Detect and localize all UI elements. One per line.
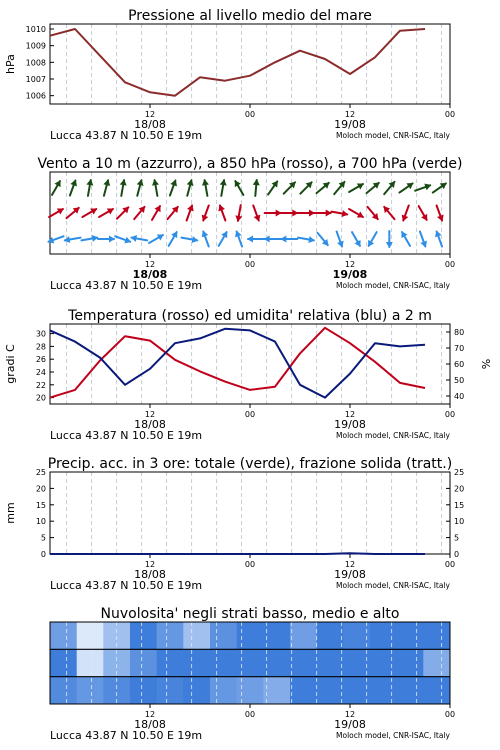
y-tick-label: 22: [35, 380, 46, 390]
heatmap-cell: [423, 649, 450, 676]
wind-arrow: [149, 203, 164, 221]
heatmap-cell: [183, 677, 210, 704]
heatmap-cell: [157, 649, 184, 676]
arrow-head: [200, 215, 209, 223]
arrow-head: [398, 229, 407, 238]
y2-tick-label: 5: [454, 533, 460, 543]
credit-label: Moloch model, CNR-ISAC, Italy: [336, 431, 450, 440]
x-tick-label: 12: [344, 560, 356, 569]
pressure-line: [50, 29, 425, 96]
panel-title: Pressione al livello medio del mare: [128, 8, 372, 24]
wind-arrow: [281, 179, 298, 196]
wind-arrow: [315, 231, 331, 249]
location-label: Lucca 43.87 N 10.50 E 19m: [50, 279, 203, 292]
heatmap-cell: [77, 649, 104, 676]
wind-arrow: [64, 205, 82, 221]
arrow-head: [200, 229, 209, 237]
location-label: Lucca 43.87 N 10.50 E 19m: [50, 129, 203, 142]
wind-arrow: [167, 178, 179, 196]
wind-row-10m: [46, 229, 445, 248]
heatmap-cell: [210, 622, 237, 649]
x-tick-label: 00: [444, 560, 456, 569]
y2-tick-label: 0: [454, 550, 460, 559]
arrow-head: [233, 229, 242, 237]
x-tick-label: 00: [244, 560, 256, 569]
arrow-head: [109, 236, 115, 243]
heatmap-cell: [263, 677, 290, 704]
arrow-head: [221, 229, 230, 238]
panel-title: Precip. acc. in 3 ore: totale (verde), frazione solida (tratt.): [47, 456, 453, 472]
panel-cloud-cover: [50, 606, 455, 742]
date-label: 18/08: [134, 718, 166, 731]
heatmap-cell: [157, 622, 184, 649]
y-tick-label: 30: [35, 329, 46, 339]
date-label: 18/08: [134, 118, 166, 131]
arrow-head: [247, 236, 253, 243]
wind-arrow: [184, 178, 195, 196]
arrow-head: [107, 205, 116, 214]
heatmap-cell: [77, 677, 104, 704]
arrow-head: [171, 229, 180, 238]
heatmap-cell: [290, 677, 317, 704]
wind-arrow: [81, 234, 99, 244]
panel-precipitation: [4, 456, 464, 592]
wind-arrow: [433, 229, 445, 247]
date-label: 19/08: [334, 718, 366, 731]
wind-arrow: [281, 210, 298, 217]
wind-arrow: [416, 204, 431, 222]
arrow-head: [57, 205, 66, 214]
x-tick-label: 00: [244, 410, 256, 419]
wind-arrow: [232, 178, 247, 196]
heatmap-cell: [237, 677, 264, 704]
y-tick-label: 25: [35, 468, 46, 477]
heatmap-cell: [210, 677, 237, 704]
y2-tick-label: 15: [454, 500, 465, 510]
y-tick-label: 1006: [25, 91, 46, 101]
heatmap-cell: [423, 677, 450, 704]
heatmap-cell: [263, 622, 290, 649]
wind-arrow: [298, 210, 315, 217]
y2-tick-label: 10: [454, 517, 465, 527]
grid: [67, 24, 442, 104]
panel-title: Vento a 10 m (azzurro), a 850 hPa (rosso), a 700 hPa (verde): [37, 156, 463, 172]
wind-arrow: [431, 180, 449, 195]
heatmap-cell: [50, 677, 77, 704]
y-tick-label: 20: [35, 393, 46, 403]
panel-title: Nuvolosita' negli strati basso, medio e alto: [100, 606, 400, 622]
credit-label: Moloch model, CNR-ISAC, Italy: [336, 281, 450, 290]
date-label: 19/08: [334, 118, 366, 131]
heatmap-cell: [397, 622, 424, 649]
arrow-head: [337, 241, 346, 249]
date-label: 18/08: [134, 418, 166, 431]
wind-arrow: [280, 236, 297, 243]
wind-arrow: [97, 205, 115, 220]
heatmap-cell: [397, 677, 424, 704]
y2-tick-label: 60: [454, 360, 465, 369]
x-tick-label: 12: [144, 410, 156, 419]
wind-arrow: [81, 205, 99, 220]
y-tick-label: 0: [40, 550, 46, 559]
arrow-head: [254, 215, 263, 223]
x-tick-label: 12: [344, 410, 356, 419]
wind-arrow: [265, 210, 282, 217]
y2-axis-label: %: [480, 358, 493, 370]
wind-arrow: [234, 205, 244, 223]
arrow-head: [280, 236, 286, 243]
wind-arrow: [183, 203, 195, 221]
wind-arrow: [200, 204, 212, 222]
wind-row-850hPa: [47, 203, 445, 222]
wind-arrow: [298, 234, 316, 244]
wind-arrow: [147, 231, 165, 246]
wind-arrow: [216, 229, 231, 247]
wind-arrow: [381, 204, 397, 222]
arrow-head: [357, 211, 366, 220]
temperature-line: [50, 328, 425, 398]
heatmap-cell: [370, 677, 397, 704]
humidity-line: [50, 329, 425, 398]
y-tick-label: 24: [35, 368, 46, 377]
arrow-head: [90, 205, 99, 214]
y2-tick-label: 70: [454, 344, 465, 353]
wind-arrow: [118, 179, 128, 197]
wind-arrow: [250, 204, 262, 222]
wind-arrow: [165, 204, 181, 222]
wind-arrow: [398, 229, 413, 247]
heatmap-cell: [130, 622, 157, 649]
heatmap-cell: [263, 649, 290, 676]
x-tick-label: 12: [144, 560, 156, 569]
wind-arrow: [247, 236, 264, 243]
wind-arrow: [166, 229, 181, 247]
wind-arrow: [201, 179, 211, 197]
y2-tick-label: 50: [454, 376, 465, 385]
date-label: 19/08: [334, 568, 366, 581]
wind-arrow: [365, 205, 381, 223]
arrow-head: [326, 210, 332, 217]
y-tick-label: 5: [40, 533, 46, 543]
heatmap-cell: [237, 649, 264, 676]
wind-arrow: [67, 178, 79, 196]
y-axis-label: mm: [4, 502, 17, 524]
y2-tick-label: 20: [454, 484, 465, 494]
heatmap-cell: [130, 649, 157, 676]
heatmap-cell: [130, 677, 157, 704]
heatmap-cell: [210, 649, 237, 676]
heatmap-cells: [50, 622, 451, 704]
arrow-head: [354, 240, 363, 249]
y-tick-label: 15: [35, 500, 46, 510]
x-tick-label: 12: [144, 110, 156, 119]
wind-arrow: [84, 179, 94, 197]
wind-arrow: [417, 230, 429, 248]
arrow-head: [357, 180, 366, 189]
arrow-head: [187, 203, 196, 211]
heatmap-cell: [290, 649, 317, 676]
y-axis-label: gradi C: [4, 344, 17, 384]
heatmap-cell: [77, 622, 104, 649]
heatmap-cell: [370, 649, 397, 676]
x-tick-label: 00: [444, 110, 456, 119]
x-tick-label: 00: [244, 110, 256, 119]
arrow-head: [253, 179, 260, 186]
y-tick-label: 1009: [25, 41, 46, 51]
arrow-head: [70, 178, 79, 186]
wind-arrow: [63, 234, 81, 244]
y2-tick-label: 40: [454, 392, 465, 401]
date-label: 18/08: [134, 568, 166, 581]
heatmap-cell: [50, 622, 77, 649]
wind-arrow: [400, 204, 412, 222]
wind-arrow: [46, 233, 64, 245]
heatmap-cell: [317, 649, 344, 676]
x-tick-label: 00: [244, 260, 256, 269]
x-tick-label: 12: [344, 110, 356, 119]
arrow-head: [170, 178, 179, 186]
y-tick-label: 28: [35, 342, 46, 352]
arrow-head: [400, 215, 409, 223]
precipitation-line: [50, 553, 425, 554]
wind-arrow: [216, 203, 228, 221]
heatmap-cell: [423, 622, 450, 649]
credit-label: Moloch model, CNR-ISAC, Italy: [336, 581, 450, 590]
wind-arrow: [265, 179, 280, 197]
y-axis-label: hPa: [4, 54, 17, 74]
heatmap-cell: [290, 622, 317, 649]
panel-wind: [37, 156, 462, 292]
y-tick-label: 1010: [25, 25, 46, 34]
credit-label: Moloch model, CNR-ISAC, Italy: [336, 731, 450, 740]
arrow-head: [232, 178, 241, 187]
wind-arrow: [349, 230, 364, 248]
wind-arrow: [264, 236, 281, 243]
heatmap-cell: [317, 622, 344, 649]
y-tick-label: 26: [35, 355, 46, 365]
wind-arrow: [130, 234, 148, 244]
heatmap-cell: [370, 622, 397, 649]
date-label: 18/08: [132, 268, 168, 281]
arrow-head: [216, 203, 225, 211]
wind-arrow: [298, 179, 315, 196]
wind-arrow: [333, 230, 345, 248]
plot-frame: [50, 24, 450, 104]
y-tick-label: 1008: [25, 58, 46, 68]
wind-arrow: [181, 234, 199, 244]
arrow-head: [54, 178, 63, 187]
wind-arrow: [218, 179, 228, 197]
panel-pressure: [4, 8, 455, 142]
wind-arrow: [347, 180, 365, 195]
wind-arrow: [98, 236, 115, 243]
wind-arrow: [132, 204, 148, 222]
wind-arrow: [365, 230, 380, 248]
grid: [67, 472, 442, 554]
arrow-head: [420, 241, 429, 249]
location-label: Lucca 43.87 N 10.50 E 19m: [50, 579, 203, 592]
x-tick-label: 12: [144, 710, 156, 719]
wind-arrow: [151, 179, 161, 197]
x-tick-label: 12: [144, 260, 156, 269]
plot-frame: [50, 324, 450, 404]
arrow-head: [433, 229, 442, 237]
wind-arrow: [252, 179, 260, 197]
wind-arrow: [397, 180, 415, 195]
y2-tick-label: 25: [454, 468, 465, 477]
heatmap-cell: [317, 677, 344, 704]
date-label: 19/08: [332, 268, 368, 281]
panel-title: Temperatura (rosso) ed umidita' relativa (blu) a 2 m: [68, 308, 432, 324]
wind-arrow: [115, 204, 132, 221]
wind-arrow: [233, 229, 245, 247]
arrow-head: [421, 214, 430, 223]
heatmap-cell: [183, 622, 210, 649]
wind-arrow: [332, 179, 348, 197]
wind-arrow: [134, 178, 145, 196]
location-label: Lucca 43.87 N 10.50 E 19m: [50, 429, 203, 442]
y-tick-label: 20: [35, 484, 46, 494]
y-tick-label: 10: [35, 517, 46, 527]
heatmap-cell: [397, 649, 424, 676]
date-label: 19/08: [334, 418, 366, 431]
x-tick-label: 00: [244, 710, 256, 719]
wind-arrow: [433, 204, 445, 222]
y2-tick-label: 80: [454, 328, 465, 337]
wind-arrow: [49, 178, 64, 196]
heatmap-cell: [50, 649, 77, 676]
wind-arrow: [200, 229, 212, 247]
heatmap-cell: [237, 622, 264, 649]
heatmap-cell: [183, 649, 210, 676]
wind-row-700hPa: [49, 178, 449, 196]
wind-arrow: [382, 179, 398, 197]
wind-arrow: [347, 206, 365, 221]
wind-arrow: [331, 208, 349, 218]
x-tick-label: 00: [444, 260, 456, 269]
panel-temperature-humidity: [4, 308, 493, 442]
heatmap-cell: [157, 677, 184, 704]
x-tick-label: 00: [444, 710, 456, 719]
x-tick-label: 00: [444, 410, 456, 419]
arrow-head: [154, 203, 163, 212]
wind-arrow: [315, 210, 332, 217]
arrow-head: [424, 182, 432, 191]
x-tick-label: 12: [344, 260, 356, 269]
plot-frame: [50, 472, 450, 554]
y-tick-label: 1007: [25, 75, 46, 84]
grid: [67, 324, 442, 404]
credit-label: Moloch model, CNR-ISAC, Italy: [336, 131, 450, 140]
wind-arrow: [101, 178, 112, 196]
location-label: Lucca 43.87 N 10.50 E 19m: [50, 729, 203, 742]
arrow-head: [157, 231, 166, 240]
x-tick-label: 12: [344, 710, 356, 719]
